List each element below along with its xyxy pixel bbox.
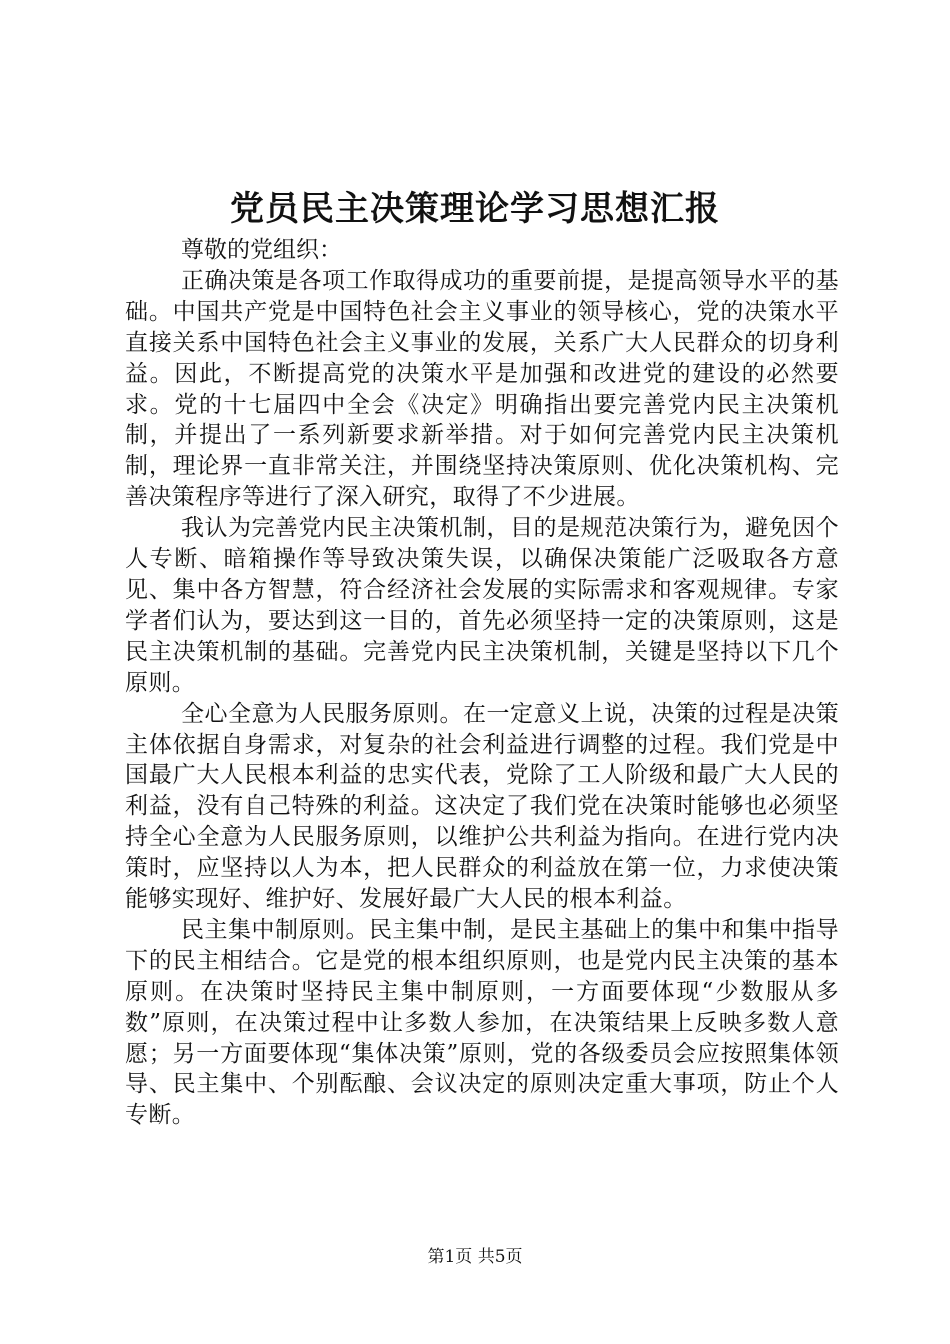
paragraph-4: 民主集中制原则。民主集中制，是民主基础上的集中和集中指导下的民主相结合。它是党的根本组织原则，也是党内民主决策的基本原则。在决策时坚持民主集中制原则，一方面要体现“少数服从多数”原则，在决策过程中让多数人参加，在决策结果上反映多数人意愿；另一方面要体现“集体决策”原则，党的各级委员会应按照集体领导、民主集中、个别酝酿、会议决定的原则决定重大事项，防止个人专断。	[125, 916, 839, 1129]
document-body	[125, 235, 839, 1131]
paragraph-2: 我认为完善党内民主决策机制，目的是规范决策行为，避免因个人专断、暗箱操作等导致决策失误，以确保决策能广泛吸取各方意见、集中各方智慧，符合经济社会发展的实际需求和客观规律。专家学者们认为，要达到这一目的，首先必须坚持一定的决策原则，这是民主决策机制的基础。完善党内民主决策机制，关键是坚持以下几个原则。	[125, 515, 839, 696]
paragraph-3: 全心全意为人民服务原则。在一定意义上说，决策的过程是决策主体依据自身需求，对复杂的社会利益进行调整的过程。我们党是中国最广大人民根本利益的忠实代表，党除了工人阶级和最广大人民的利益，没有自己特殊的利益。这决定了我们党在决策时能够也必须坚持全心全意为人民服务原则，以维护公共利益为指向。在进行党内决策时，应坚持以人为本，把人民群众的利益放在第一位，力求使决策能够实现好、维护好、发展好最广大人民的根本利益。	[125, 700, 839, 913]
page-footer: 第1页 共5页	[427, 1247, 523, 1267]
salutation: 尊敬的党组织：	[181, 237, 342, 263]
document-title: 党员民主决策理论学习思想汇报	[230, 189, 720, 229]
paragraph-1: 正确决策是各项工作取得成功的重要前提，是提高领导水平的基础。中国共产党是中国特色社会主义事业的领导核心，党的决策水平直接关系中国特色社会主义事业的发展，关系广大人民群众的切身利益。因此，不断提高党的决策水平是加强和改进党的建设的必然要求。党的十七届四中全会《决定》明确指出要完善党内民主决策机制，并提出了一系列新要求新举措。对于如何完善党内民主决策机制，理论界一直非常关注，并围绕坚持决策原则、优化决策机构、完善决策程序等进行了深入研究，取得了不少进展。	[125, 267, 839, 511]
